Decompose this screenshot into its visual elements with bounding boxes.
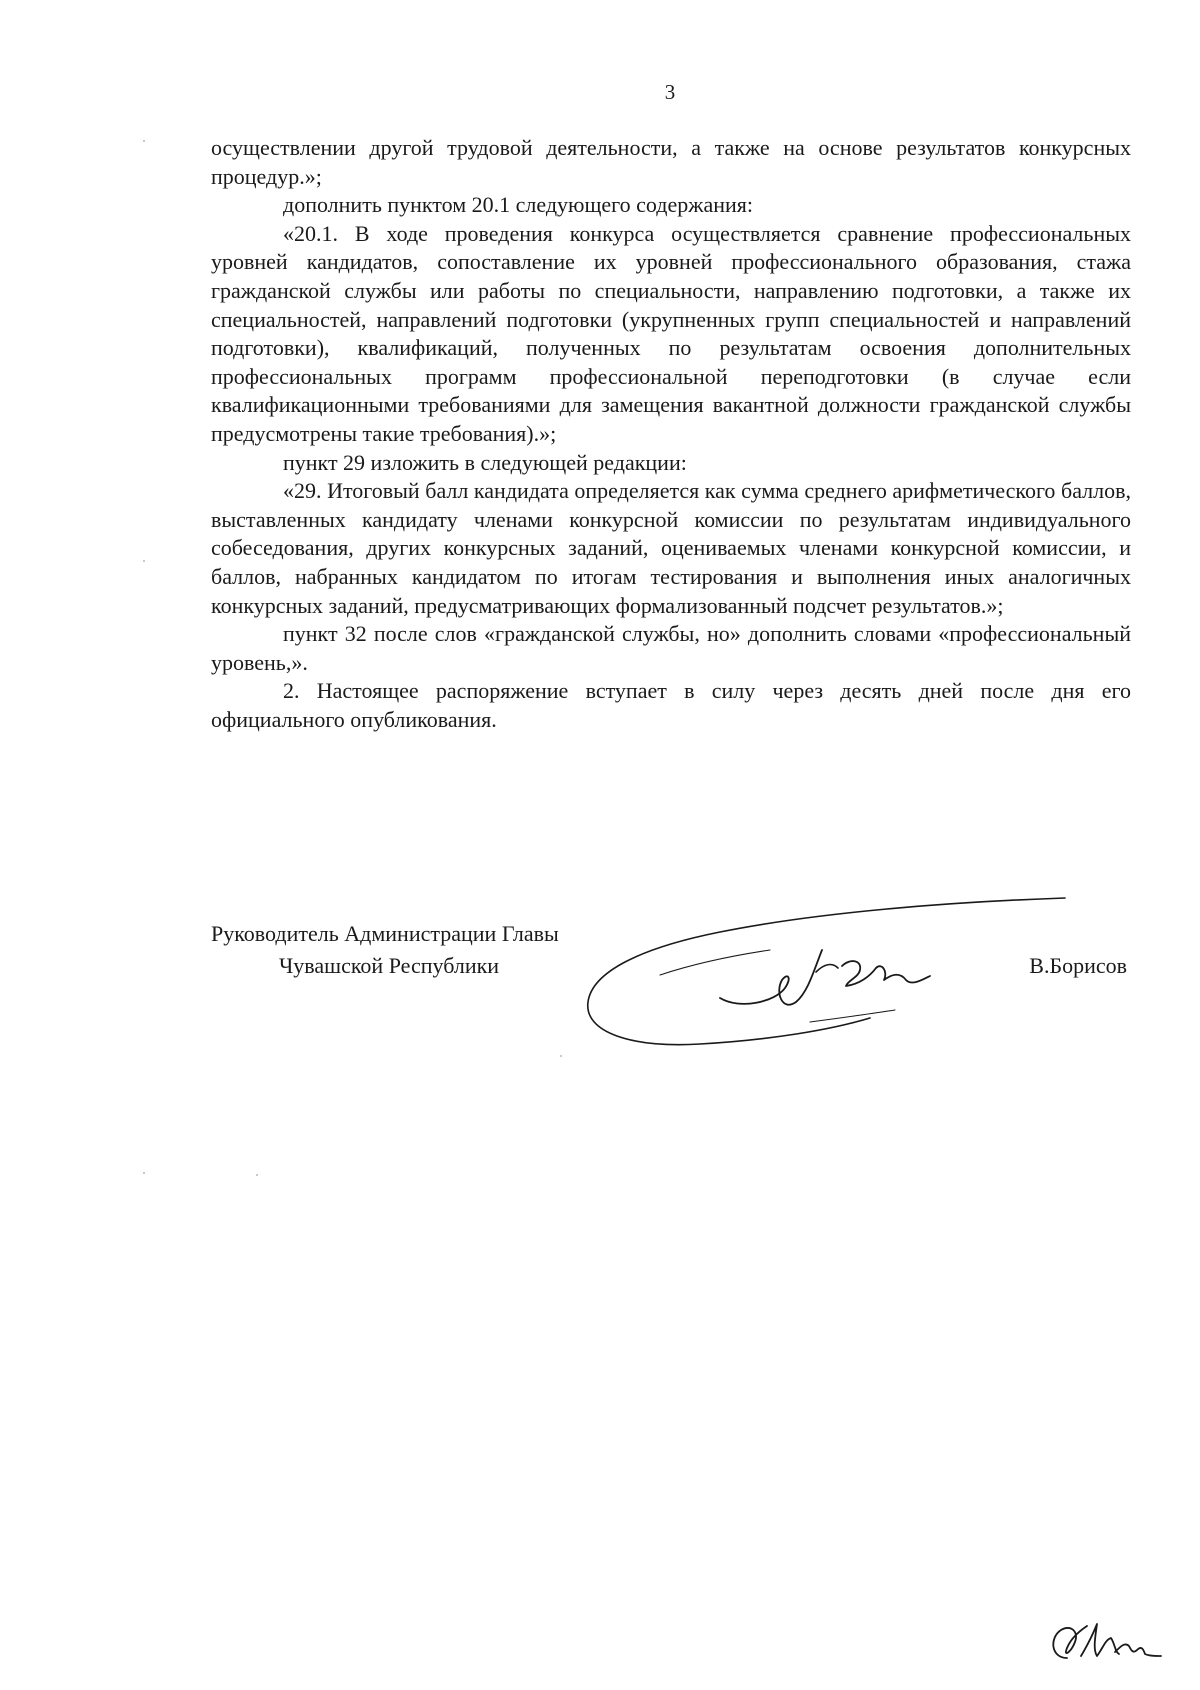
document-body bbox=[211, 134, 1131, 734]
paragraph: пункт 32 после слов «гражданской службы, но» дополнить словами «профессиональный уровень,». bbox=[211, 621, 1131, 675]
scan-artifact bbox=[256, 1174, 258, 1176]
paragraph: «29. Итоговый балл кандидата определяется как сумма среднего арифметического баллов, выставленных кандидату членами конкурсной комиссии по результатам индивидуального собеседования, других конкурсных заданий, оцениваемых членами конкурсной комиссии, и баллов, набранных кандидатом по итогам тестирования и выполнения иных аналогичных конкурсных заданий, предусматривающих формализованный подсчет результатов.»; bbox=[211, 478, 1131, 618]
scan-artifact bbox=[560, 1055, 562, 1057]
paragraph: пункт 29 изложить в следующей редакции: bbox=[283, 449, 687, 475]
handwritten-signature bbox=[570, 880, 1070, 1060]
signatory-title-line-1: Руководитель Администрации Главы bbox=[211, 921, 559, 946]
scan-artifact bbox=[143, 1172, 145, 1174]
handwritten-initials bbox=[1045, 1618, 1165, 1668]
scan-artifact bbox=[143, 140, 145, 142]
signatory-name: В.Борисов bbox=[1029, 953, 1127, 978]
paragraph: 2. Настоящее распоряжение вступает в силу через десять дней после дня его официального опубликования. bbox=[211, 678, 1131, 732]
scan-artifact bbox=[143, 560, 145, 562]
signatory-title-line-2: Чувашской Республики bbox=[279, 953, 500, 978]
paragraph: осуществлении другой трудовой деятельности, а также на основе результатов конкурсных процедур.»; bbox=[211, 135, 1131, 189]
paragraph: «20.1. В ходе проведения конкурса осуществляется сравнение профессиональных уровней кандидатов, сопоставление их уровней профессионального образования, стажа гражданской службы или работы по специальности, направлению подготовки, а также их специальностей, направлений подготовки (укрупненных групп специальностей и направлений подготовки), квалификаций, полученных по результатам освоения дополнительных профессиональных программ профессиональной переподготовки (в случае если квалификационными требованиями для замещения вакантной должности гражданской службы предусмотрены такие требования).»; bbox=[211, 220, 1131, 446]
page-number: 3 bbox=[664, 80, 676, 104]
paragraph: дополнить пунктом 20.1 следующего содержания: bbox=[283, 192, 753, 218]
